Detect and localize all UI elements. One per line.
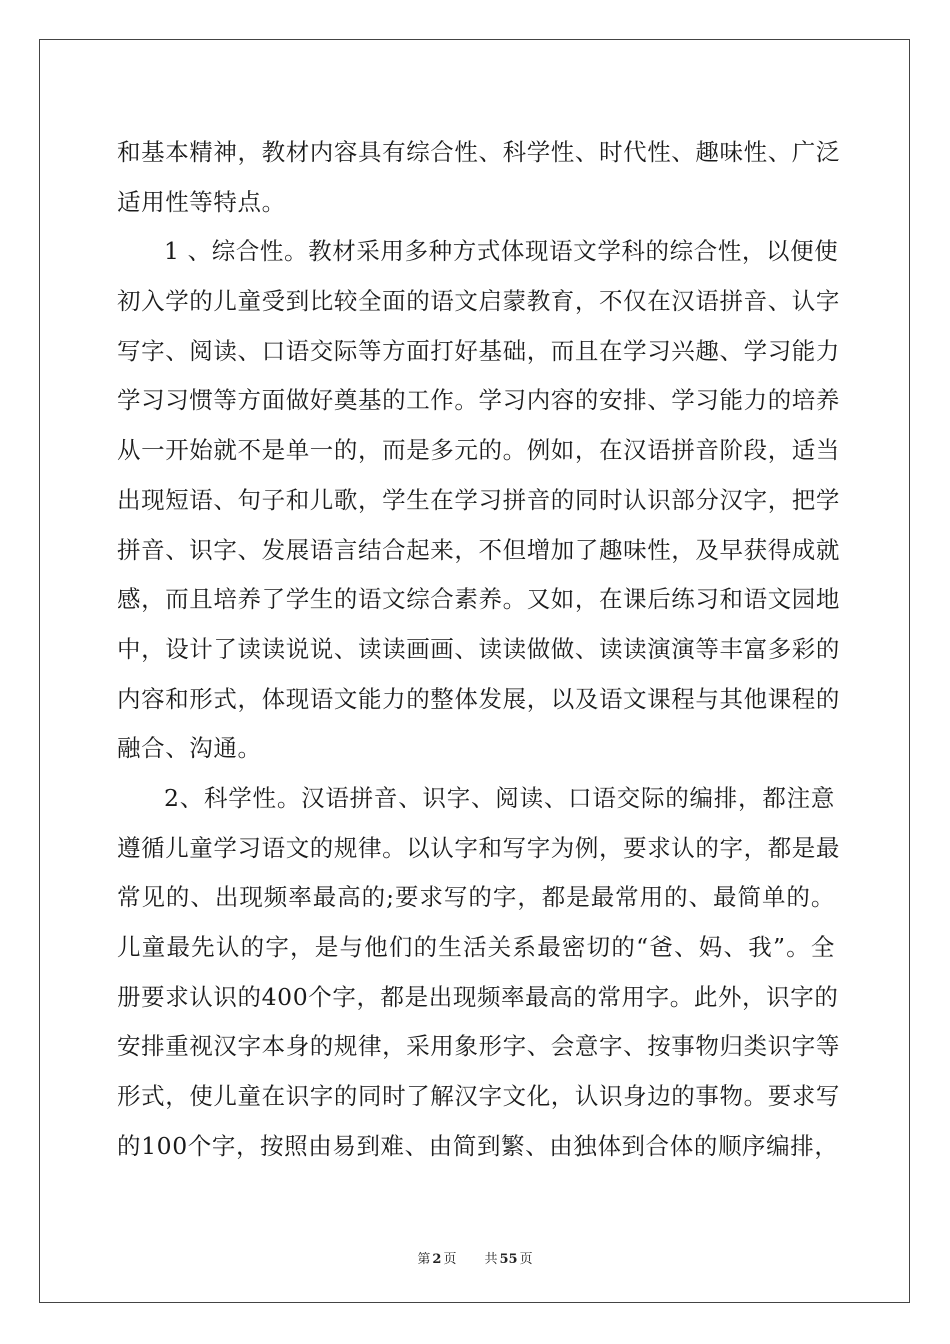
text-line: 和基本精神，教材内容具有综合性、科学性、时代性、趣味性、广泛	[117, 138, 840, 166]
text-line: 常见的、出现频率最高的;要求写的字，都是最常用的、最简单的。	[117, 883, 835, 912]
text-line: 融合、沟通。	[117, 734, 262, 763]
text-line: 拼音、识字、发展语言结合起来，不但增加了趣味性，及早获得成就	[117, 535, 840, 564]
text-line: 的100个字，按照由易到难、由简到繁、由独体到合体的顺序编排，	[117, 1131, 839, 1160]
page-number: 2	[432, 1252, 442, 1267]
text-line: 中，设计了读读说说、读读画画、读读做做、读读演演等丰富多彩的	[117, 634, 840, 663]
text-line: 出现短语、句子和儿歌，学生在学习拼音的同时认识部分汉字，把学	[117, 485, 840, 514]
text-line: 1 、综合性。教材采用多种方式体现语文学科的综合性，以便使	[164, 237, 839, 266]
text-line: 2、科学性。汉语拼音、识字、阅读、口语交际的编排，都注意	[164, 783, 835, 812]
text-line: 安排重视汉字本身的规律，采用象形字、会意字、按事物归类识字等	[117, 1032, 840, 1061]
text-line: 适用性等特点。	[117, 187, 286, 216]
page-indicator	[415, 1252, 458, 1267]
text-line: 初入学的儿童受到比较全面的语文启蒙教育，不仅在汉语拼音、认字	[117, 287, 840, 316]
paragraph-1	[117, 128, 840, 227]
page-prefix: 第	[417, 1252, 431, 1267]
page-suffix: 页	[443, 1252, 457, 1267]
paragraph-3	[117, 774, 840, 1172]
text-line: 册要求认识的400个字，都是出现频率最高的常用字。此外，识字的	[117, 982, 839, 1011]
text-line: 从一开始就不是单一的，而是多元的。例如，在汉语拼音阶段，适当	[117, 436, 840, 465]
text-line: 感，而且培养了学生的语文综合素养。又如，在课后练习和语文园地	[117, 585, 840, 614]
page-footer	[0, 1248, 950, 1267]
text-line: 形式，使儿童在识字的同时了解汉字文化，认识身边的事物。要求写	[117, 1082, 840, 1111]
text-line: 学习习惯等方面做好奠基的工作。学习内容的安排、学习能力的培养	[117, 386, 840, 415]
document-body	[117, 128, 840, 1171]
text-line: 写字、阅读、口语交际等方面打好基础，而且在学习兴趣、学习能力	[117, 336, 840, 365]
text-line: 儿童最先认的字，是与他们的生活关系最密切的“爸、妈、我”。全	[117, 933, 835, 961]
paragraph-2	[117, 227, 840, 774]
text-line: 内容和形式，体现语文能力的整体发展，以及语文课程与其他课程的	[117, 684, 840, 713]
total-indicator	[482, 1252, 534, 1267]
total-prefix: 共	[484, 1252, 498, 1267]
text-line: 遵循儿童学习语文的规律。以认字和写字为例，要求认的字，都是最	[117, 833, 840, 862]
total-suffix: 页	[519, 1252, 533, 1267]
total-pages: 55	[499, 1252, 518, 1267]
